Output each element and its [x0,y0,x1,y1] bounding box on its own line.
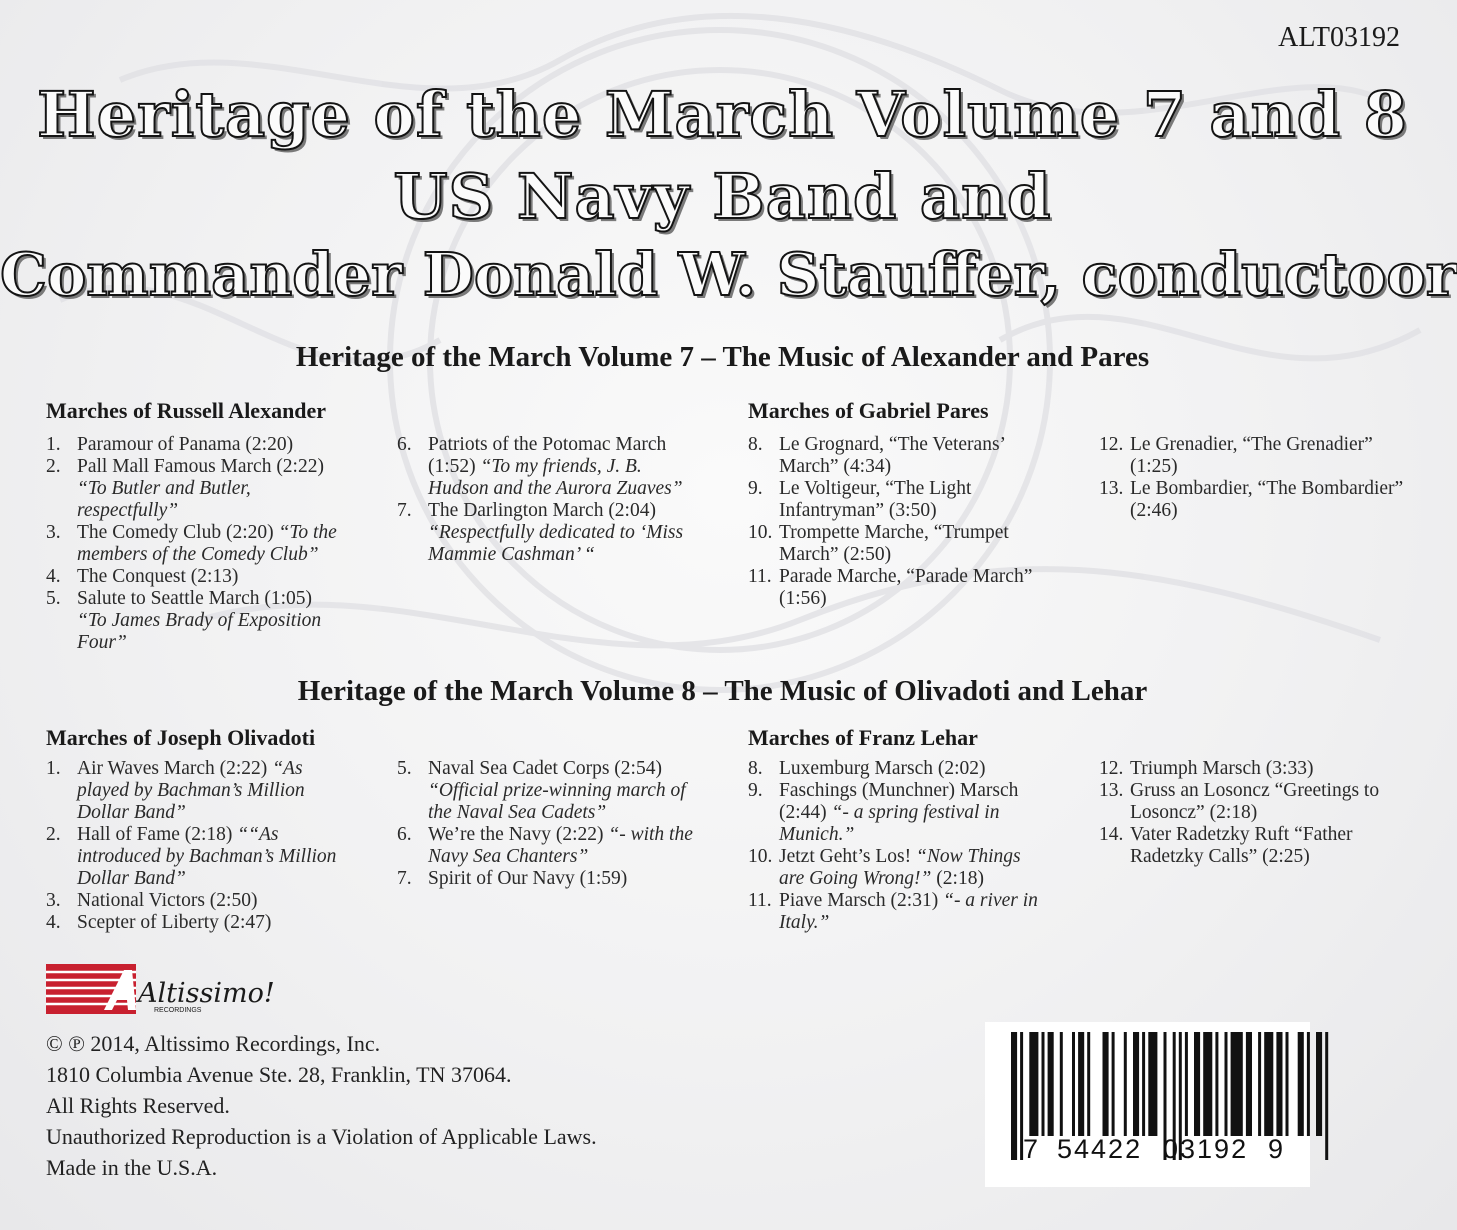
track-title: Air Waves March (2:22) [77,758,268,779]
track-list-lehar-2 [1099,758,1409,868]
track-number: 12. [1099,434,1124,455]
track-number: 4. [46,912,61,933]
track-number: 10. [748,522,773,543]
copyright-block [46,1028,597,1183]
logo-sub-text: RECORDINGS [154,1007,202,1014]
track-item [46,456,346,522]
barcode-bar [1276,1032,1282,1136]
headline-line-2: US Navy Band and [393,160,1052,233]
track-number: 2. [46,824,61,845]
track-title: Le Grognard, “The Veterans’ March” (4:34) [779,434,1005,477]
track-title: Triumph Marsch (3:33) [1130,758,1314,779]
track-item [397,758,707,824]
barcode-bar [1246,1032,1252,1136]
track-title: The Conquest (2:13) [77,566,239,587]
track-item [748,478,1048,522]
track-item [748,566,1048,610]
track-dedication: “Respectfully dedicated to ‘Miss Mammie Cashman’ “ [428,522,684,565]
composer-heading-alexander: Marches of Russell Alexander [46,398,327,423]
barcode-left-digits: 54422 [1057,1134,1143,1164]
track-dedication: “- a spring festival in Munich.” [779,802,1000,845]
address-line: 1810 Columbia Avenue Ste. 28, Franklin, TN 37064. [46,1062,512,1087]
track-title: The Darlington March (2:04) [428,500,656,521]
track-number: 7. [397,868,412,889]
track-title: Patriots of the Potomac March (1:52) [428,434,667,477]
volume-7-title: Heritage of the March Volume 7 – The Music of Alexander and Pares [295,341,1150,373]
track-item [46,434,346,456]
track-list-pares-2 [1099,434,1409,522]
barcode-digits [985,1134,1310,1164]
track-item [46,890,346,912]
track-title: Le Voltigeur, “The Light Infantryman” (3:50) [779,478,972,521]
composer-heading-olivadoti: Marches of Joseph Olivadoti [46,725,316,750]
barcode-bar [1286,1032,1289,1136]
track-dedication: “As played by Bachman’s Million Dollar Band” [77,758,305,823]
track-item [748,846,1048,890]
catalog-number: ALT03192 [1278,22,1400,53]
track-title: Scepter of Liberty (2:47) [77,912,272,933]
track-item [46,824,346,890]
track-item [1099,758,1409,780]
copyright-line: © ℗ 2014, Altissimo Recordings, Inc. [46,1031,381,1056]
track-number: 8. [748,434,763,455]
track-number: 3. [46,890,61,911]
track-item [397,500,707,566]
track-title: Vater Radetzky Ruft “Father Radetzky Calls” (2:25) [1130,824,1353,867]
track-title: Parade Marche, “Parade March” (1:56) [779,566,1033,609]
track-duration: (2:18) [931,868,984,889]
track-list-alexander-2 [397,434,707,566]
barcode-bar [1264,1032,1273,1136]
barcode-bar [1203,1032,1212,1136]
altissimo-logo [46,964,275,1014]
track-number: 1. [46,434,61,455]
track-title: Luxemburg Marsch (2:02) [779,758,986,779]
track-title: National Victors (2:50) [77,890,258,911]
track-dedication: “Official prize-winning march of the Naval Sea Cadets” [428,780,686,823]
track-item [46,566,346,588]
track-number: 11. [748,890,772,911]
track-title: Paramour of Panama (2:20) [77,434,294,455]
made-in-line: Made in the U.S.A. [46,1155,218,1180]
track-title: The Comedy Club (2:20) [77,522,274,543]
barcode-bar [1298,1032,1304,1136]
barcode-bar [1325,1032,1328,1160]
track-item [46,912,346,934]
track-number: 9. [748,478,763,499]
track-number: 2. [46,456,61,477]
track-item [748,890,1048,934]
track-number: 1. [46,758,61,779]
track-number: 5. [397,758,412,779]
track-list-lehar-1 [748,758,1048,934]
track-list-alexander-1 [46,434,346,654]
barcode-bar [1078,1032,1084,1136]
track-dedication: ““As introduced by Bachman’s Million Dollar Band” [77,824,337,889]
barcode-bar [1185,1032,1188,1136]
barcode-bar [1124,1032,1127,1136]
composer-heading-lehar: Marches of Franz Lehar [748,725,978,750]
track-dedication: “To Butler and Butler, respectfully” [77,478,251,521]
track-number: 10. [748,846,773,867]
track-number: 11. [748,566,772,587]
barcode-bar [1148,1032,1157,1136]
track-item [1099,434,1409,478]
barcode-bar [1133,1032,1139,1136]
barcode-bar [1112,1032,1115,1136]
track-item [46,522,346,566]
barcode-right-digits: 03192 [1163,1134,1249,1164]
track-number: 4. [46,566,61,587]
barcode-bar [1029,1032,1038,1136]
track-item [1099,478,1409,522]
track-title: Hall of Fame (2:18) [77,824,233,845]
barcode-bar [1231,1032,1243,1136]
track-list-pares-1 [748,434,1048,610]
track-dedication: “- with the Navy Sea Chanters” [428,824,693,867]
track-item [397,434,707,500]
rights-line: All Rights Reserved. [46,1093,230,1118]
barcode [985,1022,1310,1187]
track-item [397,824,707,868]
barcode-bar [1225,1032,1228,1136]
barcode-bar [1316,1032,1322,1136]
barcode-last-digit: 9 [1268,1134,1284,1164]
barcode-bar [1215,1032,1218,1136]
track-title: Faschings (Munchner) Marsch (2:44) [779,780,1019,823]
track-title: Gruss an Losoncz “Greetings to Losoncz” (2:18) [1130,780,1380,823]
track-list-olivadoti-2 [397,758,707,890]
track-title: Salute to Seattle March (1:05) [77,588,313,609]
track-item [748,434,1048,478]
track-title: Le Bombardier, “The Bombardier” (2:46) [1130,478,1404,521]
barcode-bar [1142,1032,1145,1136]
track-item [748,522,1048,566]
track-number: 9. [748,780,763,801]
track-title: Piave Marsch (2:31) [779,890,939,911]
track-dedication: “To the members of the Comedy Club” [77,522,337,565]
barcode-bar [1194,1032,1200,1136]
track-number: 3. [46,522,61,543]
track-number: 7. [397,500,412,521]
legal-line: Unauthorized Reproduction is a Violation of Applicable Laws. [46,1124,597,1149]
track-title: Naval Sea Cadet Corps (2:54) [428,758,662,779]
headline-line-3: Commander Donald W. Stauffer, conductoor [0,240,1457,309]
headline-line-1: Heritage of the March Volume 7 and 8 [37,78,1408,151]
track-number: 14. [1099,824,1124,845]
track-item [397,868,707,890]
track-number: 8. [748,758,763,779]
track-dedication: “- a river in Italy.” [779,890,1038,933]
barcode-first-digit: 7 [1023,1134,1039,1164]
track-number: 6. [397,824,412,845]
volume-8-title: Heritage of the March Volume 8 – The Music of Olivadoti and Lehar [297,675,1148,707]
track-dedication: “To James Brady of Exposition Four” [77,610,322,653]
track-item [748,780,1048,846]
track-number: 13. [1099,780,1124,801]
track-item [748,758,1048,780]
track-number: 6. [397,434,412,455]
track-list-olivadoti-1 [46,758,346,934]
track-item [46,758,346,824]
track-number: 13. [1099,478,1124,499]
logo-brand-text: Altissimo! [138,978,275,1009]
track-title: We’re the Navy (2:22) [428,824,604,845]
track-title: Jetzt Geht’s Los! [779,846,912,867]
barcode-bar [1060,1032,1063,1136]
barcode-bar [1072,1032,1075,1136]
track-dedication: “Now Things are Going Wrong!” [779,846,1021,889]
barcode-bar [1087,1032,1090,1136]
track-number: 5. [46,588,61,609]
track-title: Pall Mall Famous March (2:22) [77,456,324,477]
barcode-bar [1042,1032,1045,1136]
barcode-bar [1307,1032,1310,1136]
track-item [1099,824,1409,868]
track-number: 12. [1099,758,1124,779]
track-item [46,588,346,654]
barcode-bar [1048,1032,1054,1136]
barcode-bar [1103,1032,1109,1136]
track-item [1099,780,1409,824]
track-title: Spirit of Our Navy (1:59) [428,868,628,889]
track-title: Trompette Marche, “Trumpet March” (2:50) [779,522,1009,565]
track-dedication: “To my friends, J. B. Hudson and the Aurora Zuaves” [428,456,683,499]
track-title: Le Grenadier, “The Grenadier” (1:25) [1130,434,1373,477]
barcode-bar [1258,1032,1261,1136]
composer-heading-pares: Marches of Gabriel Pares [748,398,989,423]
